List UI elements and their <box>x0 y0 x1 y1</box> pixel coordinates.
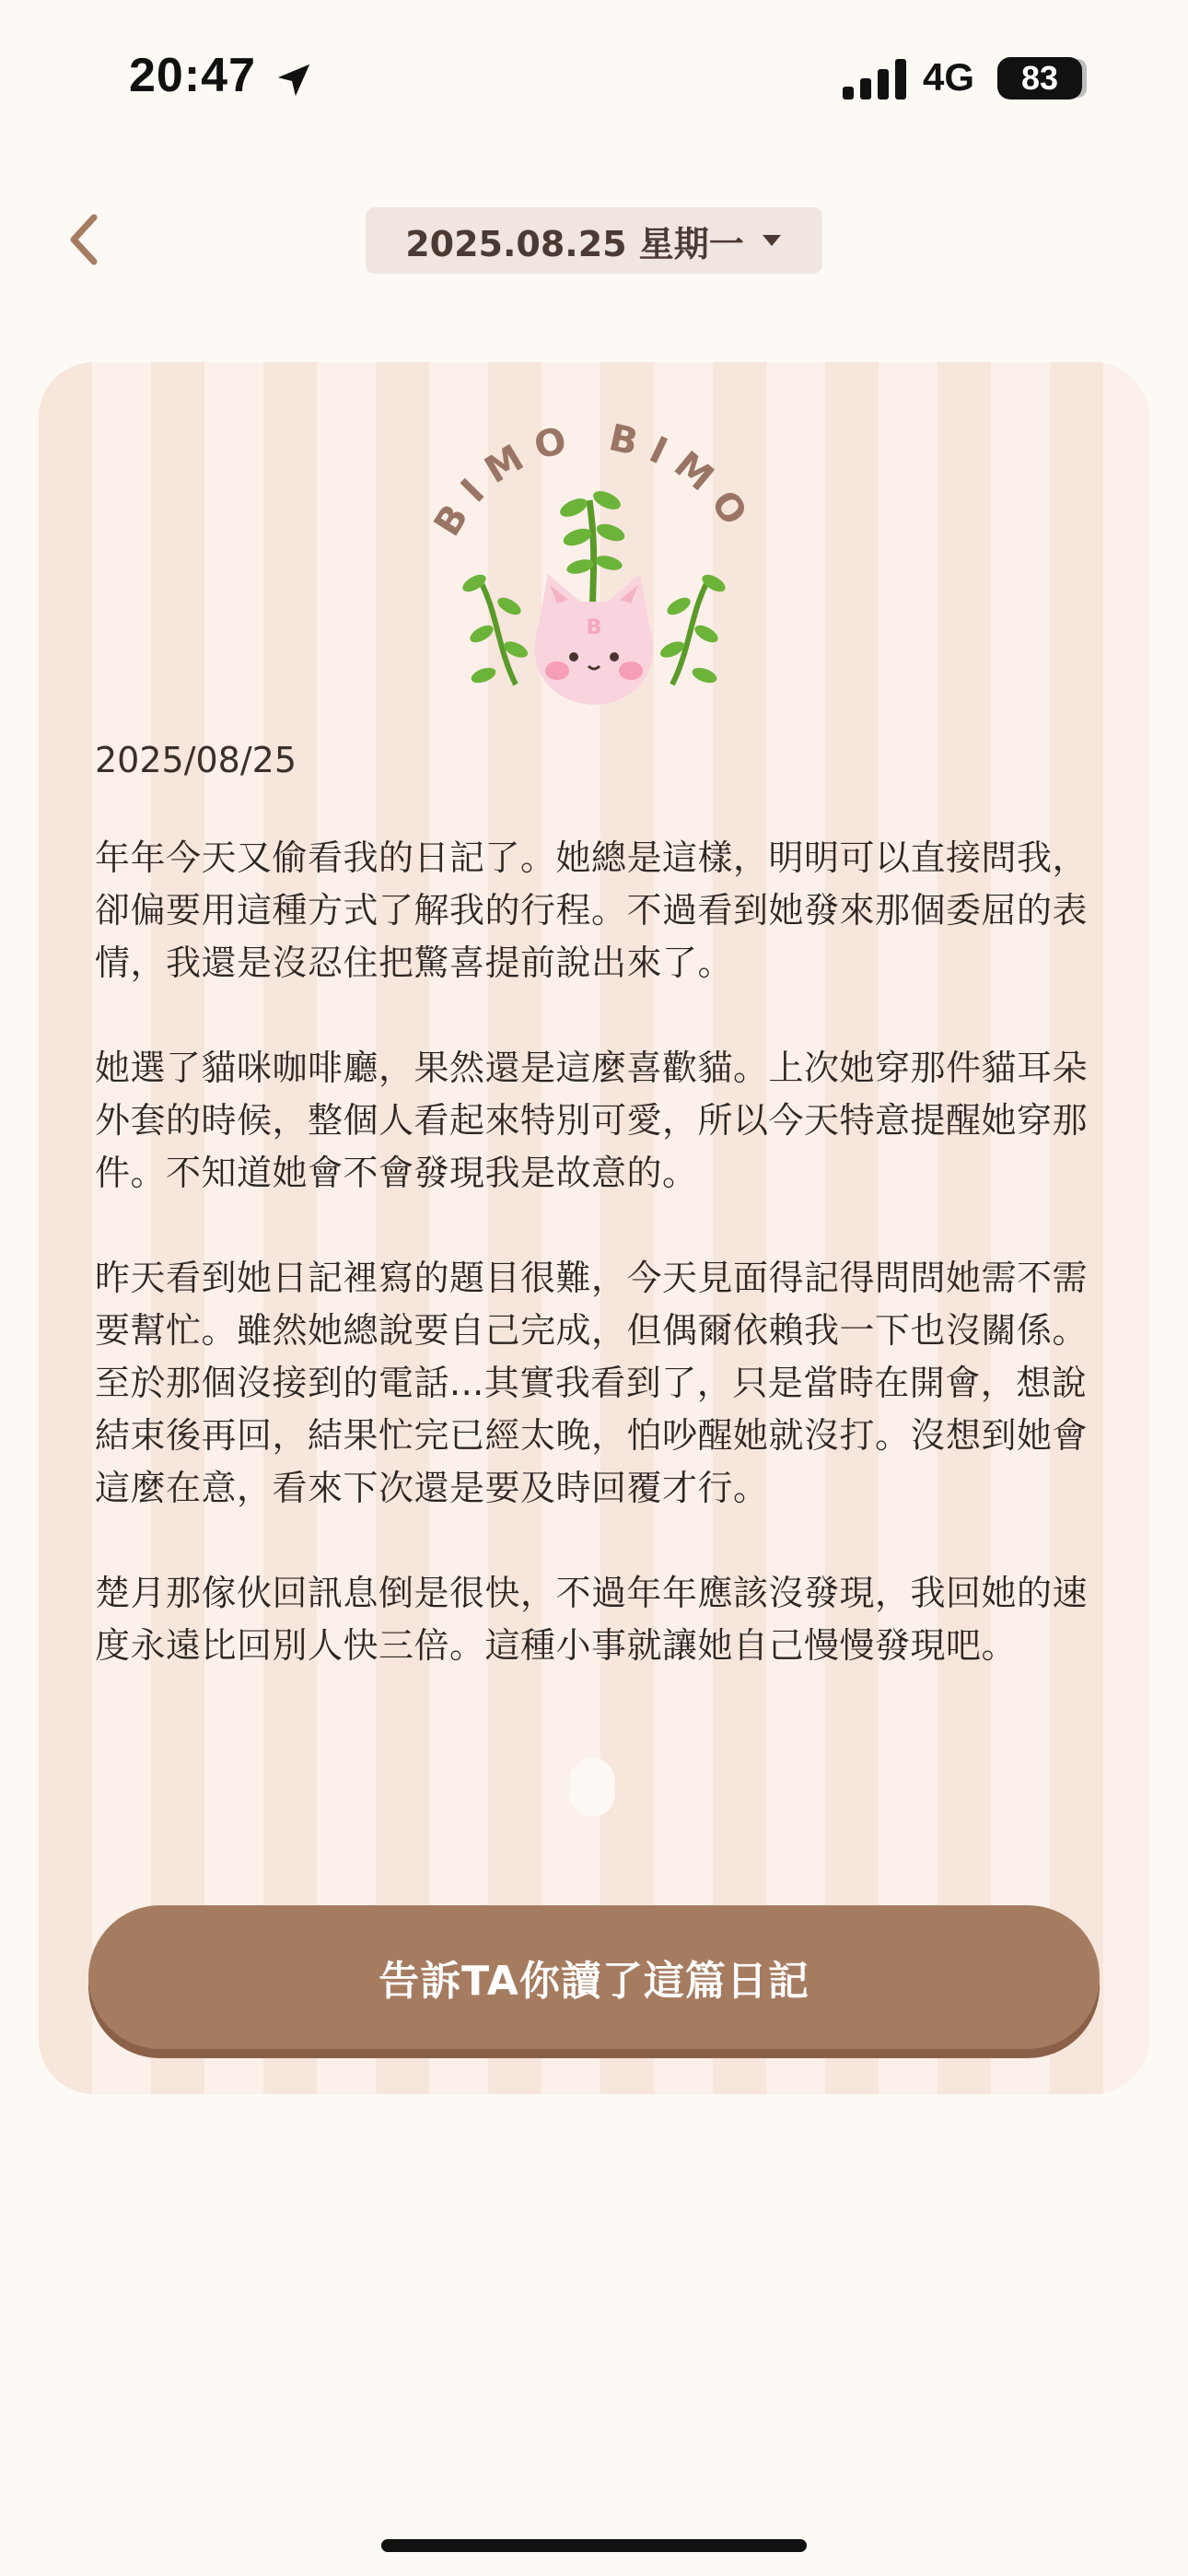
caret-down-icon <box>761 233 783 248</box>
scroll-indicator <box>569 1758 615 1817</box>
battery-icon <box>997 57 1082 100</box>
entry-paragraph: 楚月那傢伙回訊息倒是很快，不過年年應該沒發現，我回她的速度永遠比回別人快三倍。這種小事就讓她自己慢慢發現吧。 <box>95 1573 1089 1666</box>
entry-body <box>95 832 1099 1725</box>
network-type: 4G <box>923 55 975 99</box>
logo-badge-letter: B <box>586 616 602 639</box>
chevron-left-icon <box>64 212 101 267</box>
battery-level: 83 <box>1020 59 1059 97</box>
logo-text: BIMO BIMO <box>425 416 763 544</box>
bimo-logo <box>410 408 778 712</box>
status-bar <box>0 0 1188 157</box>
entry-paragraph: 她選了貓咪咖啡廳，果然還是這麼喜歡貓。上次她穿那件貓耳朵外套的時候，整個人看起來特別可愛，所以今天特意提醒她穿那件。不知道她會不會發現我是故意的。 <box>95 1048 1089 1193</box>
location-arrow-icon <box>273 59 315 101</box>
home-indicator[interactable] <box>381 2539 807 2552</box>
notify-read-button[interactable]: 告訴TA你讀了這篇日記 <box>88 1905 1100 2049</box>
back-button[interactable] <box>46 203 120 276</box>
entry-paragraph: 年年今天又偷看我的日記了。她總是這樣，明明可以直接問我，卻偏要用這種方式了解我的行程。不過看到她發來那個委屈的表情，我還是沒忍住把驚喜提前說出來了。 <box>95 837 1089 983</box>
cellular-signal-icon <box>843 59 907 100</box>
entry-date: 2025/08/25 <box>95 740 297 780</box>
entry-paragraph: 昨天看到她日記裡寫的題目很難，今天見面得記得問問她需不需要幫忙。雖然她總說要自己完成，但偶爾依賴我一下也沒關係。至於那個沒接到的電話...其實我看到了，只是當時在開會，想說結束後再回，結果忙完已經太晚，怕吵醒她就沒打。沒想到她會這麼在意，看來下次還是要及時回覆才行。 <box>95 1258 1089 1508</box>
status-time: 20:47 <box>129 49 256 102</box>
date-selector[interactable] <box>366 207 822 274</box>
date-selector-label: 2025.08.25 星期一 <box>405 223 744 264</box>
diary-card <box>39 362 1149 2094</box>
